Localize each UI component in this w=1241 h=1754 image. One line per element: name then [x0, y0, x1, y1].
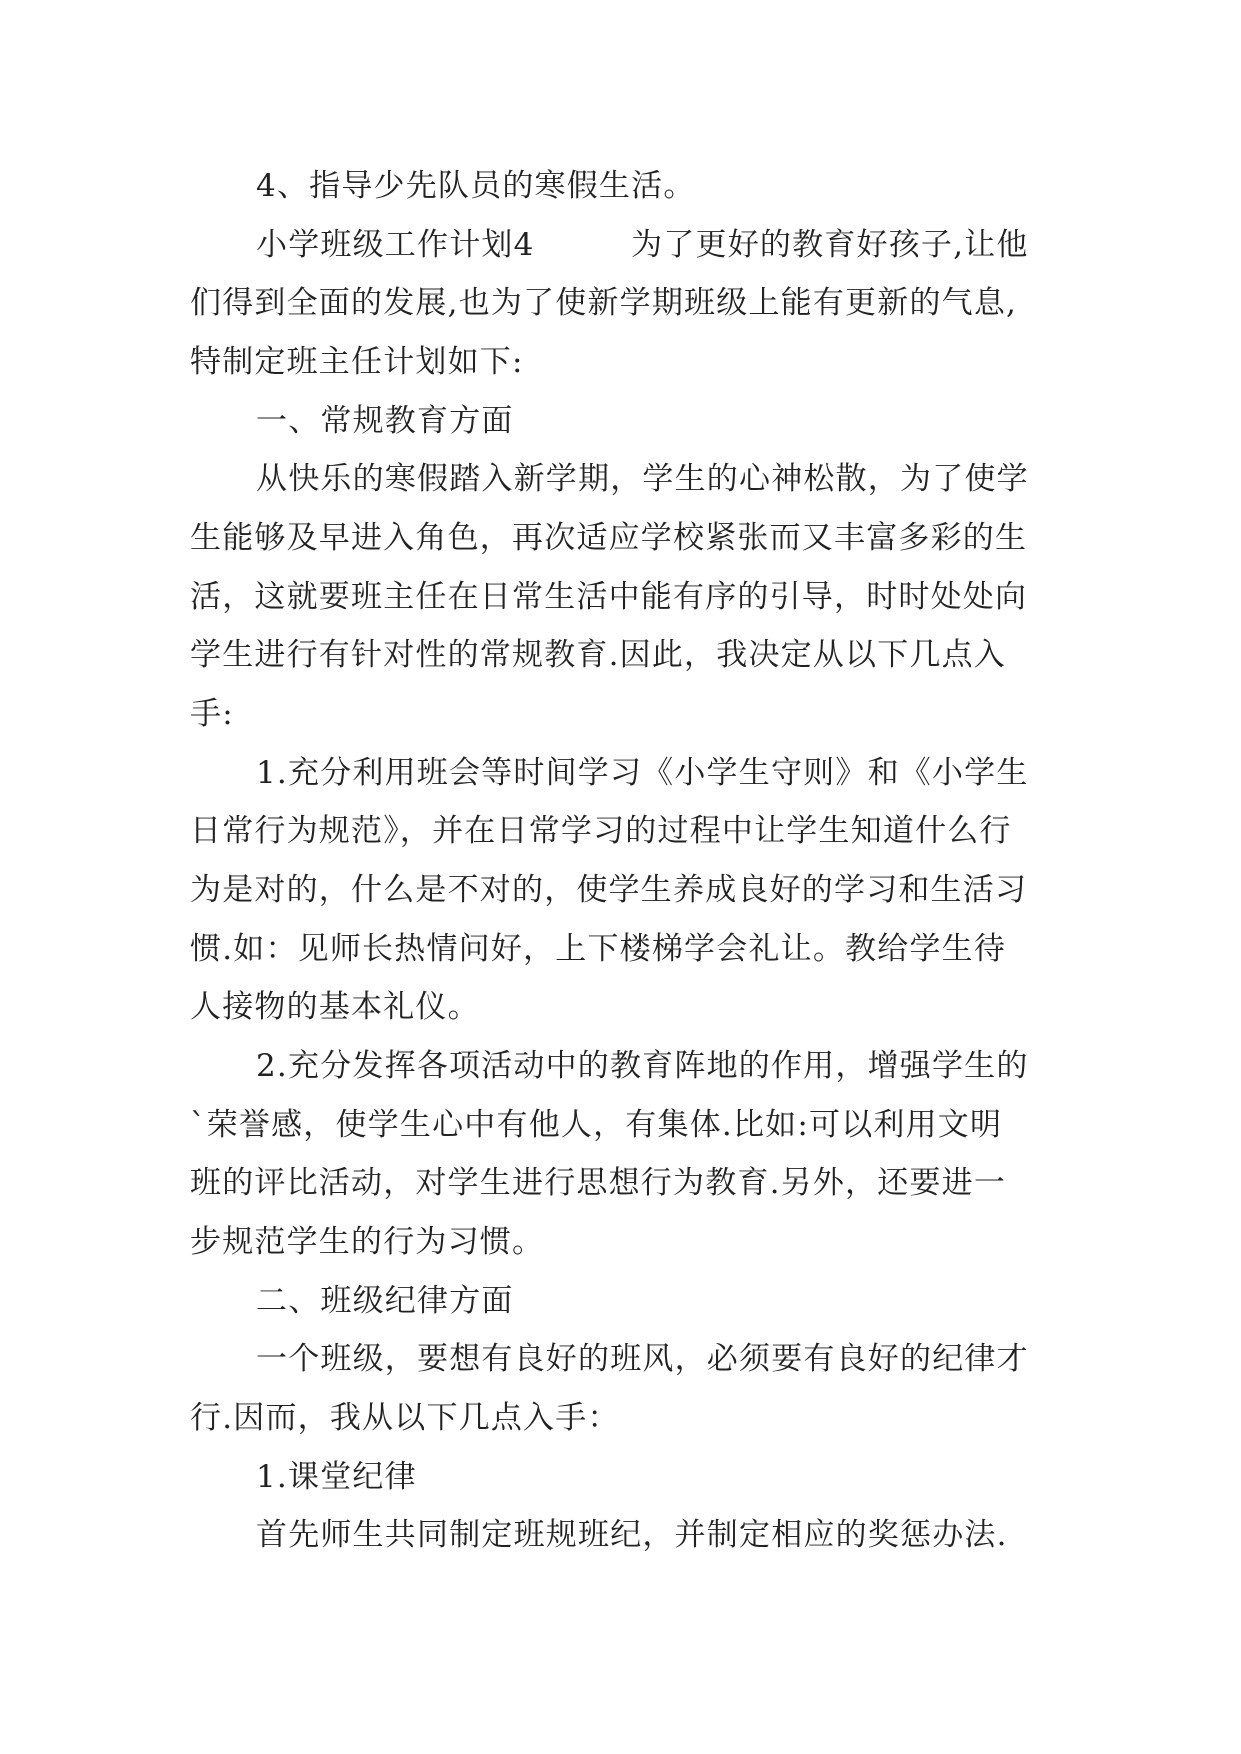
paragraph-line: 人接物的基本礼仪。: [190, 989, 480, 1025]
section-heading: 一、常规教育方面: [256, 403, 514, 439]
paragraph-line: 日常行为规范》，并在日常学习的过程中让学生知道什么行: [190, 813, 1012, 849]
paragraph-line: 行.因而，我从以下几点入手：: [190, 1400, 620, 1436]
paragraph-line: 活，这就要班主任在日常生活中能有序的引导，时时处处向: [190, 579, 1028, 615]
subsection-heading: 1.课堂纪律: [256, 1459, 417, 1495]
paragraph-line: 们得到全面的发展,也为了使新学期班级上能有更新的气息,: [190, 285, 1018, 321]
paragraph-line: 步规范学生的行为习惯。: [190, 1224, 545, 1260]
paragraph-line: 4、指导少先队员的寒假生活。: [256, 168, 696, 204]
paragraph-line: 学生进行有针对性的常规教育.因此，我决定从以下几点入: [190, 637, 1007, 673]
paragraph-line: 1.充分利用班会等时间学习《小学生守则》和《小学生: [256, 755, 1029, 791]
paragraph-line: 惯.如：见师长热情问好，上下楼梯学会礼让。教给学生待: [190, 931, 1007, 967]
paragraph-line: 生能够及早进入角色，再次适应学校紧张而又丰富多彩的生: [190, 520, 1028, 556]
paragraph-line: 一个班级，要想有良好的班风，必须要有良好的纪律才: [256, 1341, 1029, 1377]
paragraph-line: 特制定班主任计划如下:: [190, 344, 524, 380]
paragraph-line: 班的评比活动，对学生进行思想行为教育.另外，还要进一: [190, 1165, 1007, 1201]
paragraph-line: 2.充分发挥各项活动中的教育阵地的作用，增强学生的: [256, 1048, 1029, 1084]
paragraph-line: 首先师生共同制定班规班纪，并制定相应的奖惩办法.: [256, 1517, 1008, 1553]
paragraph-line: `荣誉感，使学生心中有他人，有集体.比如:可以利用文明: [190, 1107, 1003, 1143]
paragraph-line: 为是对的，什么是不对的，使学生养成良好的学习和生活习: [190, 872, 1028, 908]
paragraph-line: 小学班级工作计划4 为了更好的教育好孩子,让他: [256, 227, 1029, 263]
paragraph-line: 手:: [190, 696, 234, 732]
section-heading: 二、班级纪律方面: [256, 1283, 514, 1319]
paragraph-line: 从快乐的寒假踏入新学期，学生的心神松散，为了使学: [256, 461, 1029, 497]
